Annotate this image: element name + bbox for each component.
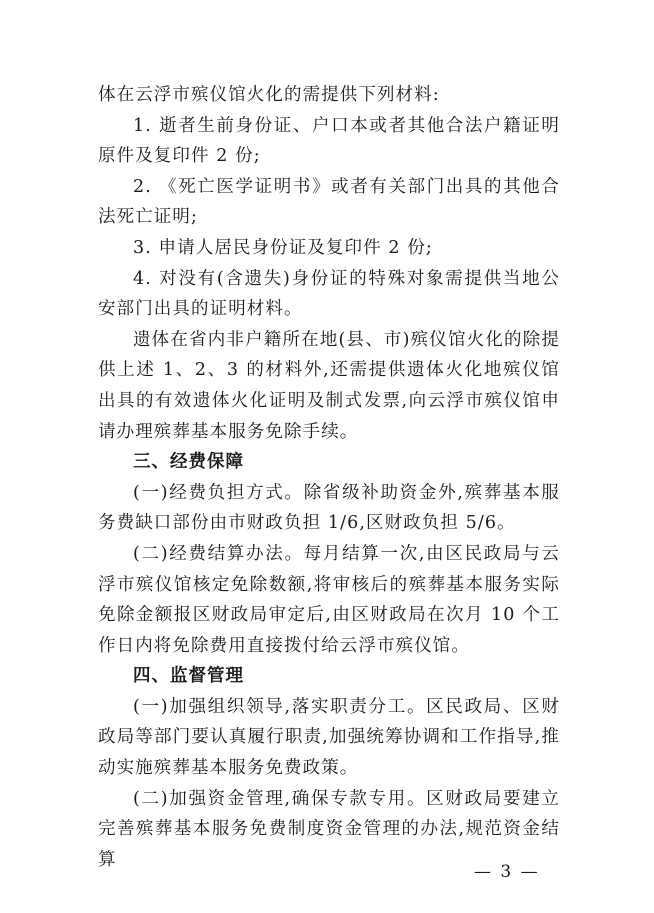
paragraph-non-local-cremation: 遗体在省内非户籍所在地(县、市)殡仪馆火化的除提供上述 1、2、3 的材料外,还需提供遗体火化地殡仪馆出具的有效遗体火化证明及制式发票,向云浮市殡仪馆申请办理殡葬基本服务免除手续。 <box>98 329 560 442</box>
subheading-organization-leadership: (一)加强组织领导,落实职责分工。 <box>133 696 427 717</box>
subheading-funding-settlement: (二)经费结算办法。 <box>133 543 304 564</box>
funding-settlement-text: 每月结算一次,由区民政局与云浮市殡仪馆核定免除数额,将审核后的殡葬基本服务实际免除金额报区财政局审定后,由区财政局在次月 10 个工作日内将免除费用直接拨付给云浮市殡仪馆。 <box>98 543 560 656</box>
list-item-4: 4. 对没有(含遗失)身份证的特殊对象需提供当地公安部门出具的证明材料。 <box>98 268 560 320</box>
subheading-fund-management: (二)加强资金管理,确保专款专用。 <box>133 788 427 809</box>
list-item-2: 2. 《死亡医学证明书》或者有关部门出具的其他合法死亡证明; <box>98 176 560 228</box>
paragraph-organization-leadership <box>98 692 560 784</box>
section-heading-funding: 三、经费保障 <box>133 452 244 473</box>
document-body <box>98 80 560 875</box>
organization-leadership-text: 区民政局、区财政局等部门要认真履行职责,加强统筹协调和工作指导,推动实施殡葬基本服务免费政策。 <box>98 696 560 779</box>
fund-management-text: 区财政局要建立完善殡葬基本服务免费制度资金管理的办法,规范资金结算 <box>98 788 560 870</box>
subheading-funding-burden: (一)经费负担方式。 <box>133 482 304 503</box>
list-item-1: 1. 逝者生前身份证、户口本或者其他合法户籍证明原件及复印件 2 份; <box>98 115 560 167</box>
paragraph-materials-intro: 体在云浮市殡仪馆火化的需提供下列材料: <box>98 85 440 105</box>
section-heading-supervision: 四、监督管理 <box>133 666 244 687</box>
funding-burden-text: 除省级补助资金外,殡葬基本服务费缺口部份由市财政负担 1/6,区财政负担 5/6。 <box>98 482 560 534</box>
list-item-3: 3. 申请人居民身份证及复印件 2 份; <box>133 237 433 258</box>
paragraph-funding-settlement <box>98 539 560 661</box>
paragraph-funding-burden <box>98 478 560 539</box>
page-number: — 3 — <box>474 862 540 882</box>
